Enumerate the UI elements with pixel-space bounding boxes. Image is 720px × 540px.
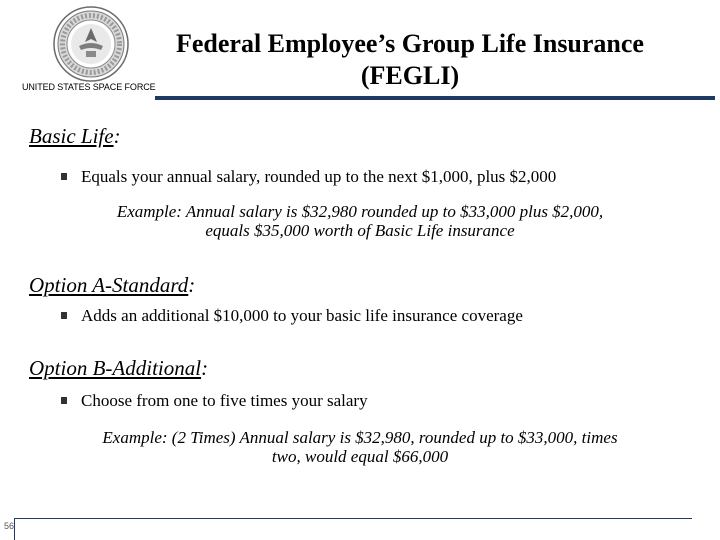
option-b-bullet-text: Choose from one to five times your salary	[81, 391, 368, 410]
bullet-square-icon	[61, 173, 67, 180]
bullet-square-icon	[61, 397, 67, 404]
basic-life-heading-colon: :	[113, 124, 121, 148]
option-a-bullet-text: Adds an additional $10,000 to your basic life insurance coverage	[81, 306, 523, 325]
bullet-square-icon	[61, 312, 67, 319]
space-force-seal-icon	[53, 6, 129, 82]
basic-life-heading	[29, 124, 121, 149]
basic-life-example	[30, 202, 690, 240]
option-b-heading-text: Option B-Additional	[29, 356, 202, 380]
option-b-example	[30, 428, 690, 466]
page-number: 56	[4, 521, 15, 531]
basic-life-bullet	[61, 167, 556, 187]
option-a-bullet	[61, 306, 523, 326]
basic-life-example-line-2: equals $35,000 worth of Basic Life insurance	[205, 221, 515, 240]
option-a-heading-text: Option A-Standard	[29, 273, 189, 297]
organization-label: UNITED STATES SPACE FORCE	[22, 82, 156, 92]
title-line-2: (FEGLI)	[360, 61, 460, 90]
basic-life-bullet-text: Equals your annual salary, rounded up to the next $1,000, plus $2,000	[81, 167, 557, 186]
option-a-heading-colon: :	[188, 273, 196, 297]
option-b-heading	[29, 356, 208, 381]
option-a-heading	[29, 273, 195, 298]
footer-vertical-divider	[14, 518, 15, 540]
title-line-1: Federal Employee’s Group Life Insurance	[176, 29, 644, 58]
option-b-heading-colon: :	[201, 356, 209, 380]
option-b-bullet	[61, 391, 368, 411]
slide-title	[150, 28, 670, 92]
basic-life-heading-text: Basic Life	[29, 124, 114, 148]
footer-divider	[14, 518, 692, 519]
title-divider	[155, 96, 715, 100]
basic-life-example-line-1: Example: Annual salary is $32,980 rounded up to $33,000 plus $2,000,	[116, 202, 604, 221]
option-b-example-line-2: two, would equal $66,000	[271, 447, 449, 466]
option-b-example-line-1: Example: (2 Times) Annual salary is $32,980, rounded up to $33,000, times	[102, 428, 618, 447]
